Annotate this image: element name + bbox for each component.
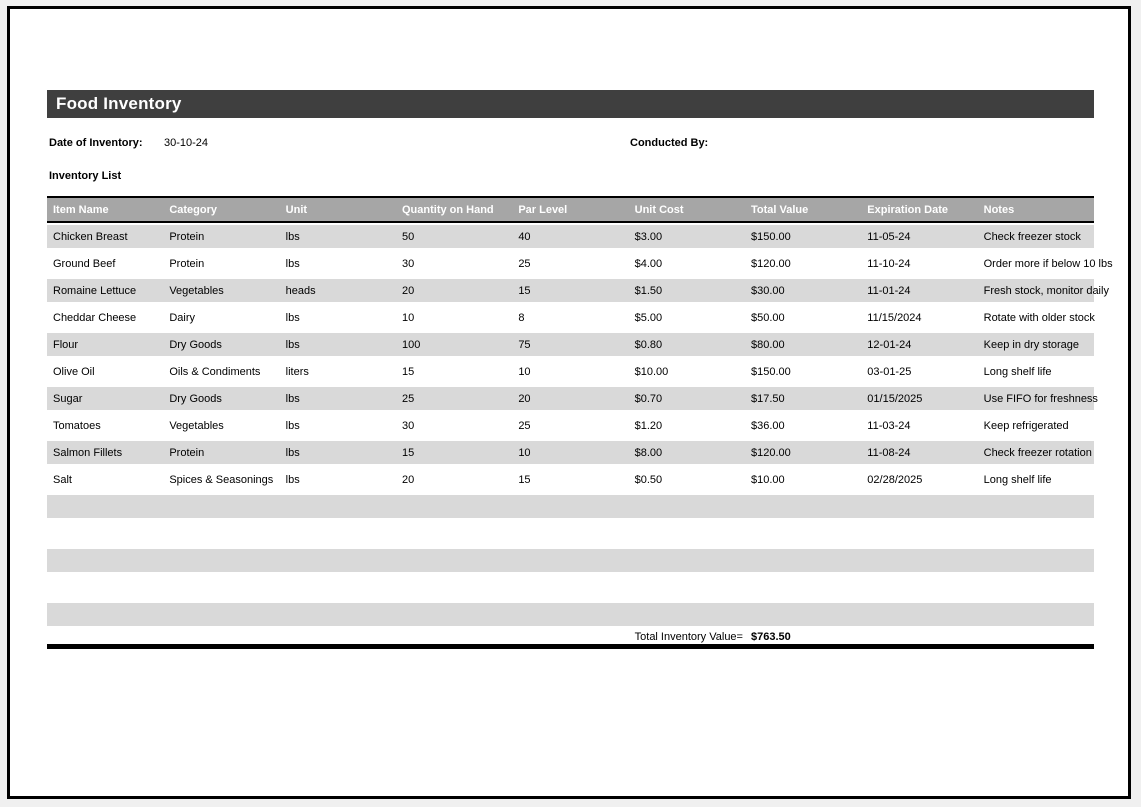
table-body [47,223,1113,649]
cell-expiration-date: 11/15/2024 [861,304,977,331]
cell-unit: lbs [280,223,396,250]
empty-cell [396,547,512,574]
empty-cell [163,601,279,628]
cell-unit-cost: $3.00 [629,223,745,250]
cell-unit-cost: $1.50 [629,277,745,304]
cell-item-name: Flour [47,331,163,358]
empty-row [47,493,1094,520]
cell-quantity-on-hand: 10 [396,304,512,331]
empty-cell [629,601,745,628]
cell-par-level: 25 [512,250,628,277]
column-header-item-name: Item Name [47,196,163,223]
cell-unit: lbs [280,385,396,412]
empty-cell [978,601,1094,628]
cell-total-value: $10.00 [745,466,861,493]
cell-unit: lbs [280,412,396,439]
cell-category: Oils & Condiments [163,358,279,385]
cell-par-level: 10 [512,439,628,466]
column-header-notes: Notes [978,196,1094,223]
cell-total-value: $120.00 [745,250,861,277]
cell-par-level: 15 [512,466,628,493]
cell-category: Vegetables [163,277,279,304]
empty-cell [745,493,861,520]
empty-cell [629,574,745,601]
cell-unit: heads [280,277,396,304]
cell-unit: lbs [280,304,396,331]
inventory-list-label: Inventory List [49,170,122,182]
document-page [7,6,1131,799]
empty-cell [512,601,628,628]
table-row [47,439,1094,466]
empty-cell [280,493,396,520]
inventory-table [47,196,1113,649]
cell-item-name: Salmon Fillets [47,439,163,466]
total-inventory-value: $763.50 [745,628,861,649]
empty-cell [861,601,977,628]
cell-unit-cost: $0.70 [629,385,745,412]
total-row-cell [163,628,279,649]
cell-quantity-on-hand: 15 [396,358,512,385]
table-row [47,304,1094,331]
cell-total-value: $36.00 [745,412,861,439]
total-row-cell [978,628,1094,649]
cell-category: Dairy [163,304,279,331]
cell-notes: Long shelf life [978,358,1094,385]
empty-cell [861,520,977,547]
empty-cell [396,520,512,547]
cell-par-level: 25 [512,412,628,439]
cell-category: Protein [163,250,279,277]
cell-notes: Long shelf life [978,466,1094,493]
cell-notes: Fresh stock, monitor daily [978,277,1094,304]
date-of-inventory-label: Date of Inventory: [49,137,143,149]
empty-cell [396,574,512,601]
total-row-cell [396,628,512,649]
cell-notes: Use FIFO for freshness [978,385,1094,412]
table-row [47,223,1094,250]
cell-item-name: Sugar [47,385,163,412]
empty-cell [978,493,1094,520]
cell-category: Dry Goods [163,331,279,358]
cell-unit: lbs [280,439,396,466]
cell-quantity-on-hand: 100 [396,331,512,358]
empty-cell [47,520,163,547]
cell-expiration-date: 11-01-24 [861,277,977,304]
cell-category: Vegetables [163,412,279,439]
cell-expiration-date: 12-01-24 [861,331,977,358]
empty-cell [163,493,279,520]
cell-category: Protein [163,439,279,466]
cell-item-name: Ground Beef [47,250,163,277]
cell-category: Protein [163,223,279,250]
cell-unit: liters [280,358,396,385]
empty-cell [861,574,977,601]
cell-quantity-on-hand: 50 [396,223,512,250]
empty-cell [396,493,512,520]
cell-total-value: $30.00 [745,277,861,304]
cell-expiration-date: 11-03-24 [861,412,977,439]
table-row [47,250,1094,277]
total-inventory-value-label: Total Inventory Value= [629,628,745,649]
column-header-unit-cost: Unit Cost [629,196,745,223]
empty-cell [512,493,628,520]
total-row-cell [512,628,628,649]
cell-expiration-date: 02/28/2025 [861,466,977,493]
page-title: Food Inventory [56,94,182,113]
cell-notes: Rotate with older stock [978,304,1094,331]
empty-cell [978,520,1094,547]
cell-category: Dry Goods [163,385,279,412]
table-row [47,466,1094,493]
cell-quantity-on-hand: 30 [396,250,512,277]
empty-cell [512,574,628,601]
column-header-par-level: Par Level [512,196,628,223]
cell-par-level: 10 [512,358,628,385]
column-header-unit: Unit [280,196,396,223]
cell-quantity-on-hand: 15 [396,439,512,466]
empty-cell [47,547,163,574]
total-row-cell [280,628,396,649]
column-header-quantity-on-hand: Quantity on Hand [396,196,512,223]
empty-cell [47,493,163,520]
empty-cell [629,547,745,574]
cell-unit: lbs [280,466,396,493]
cell-unit-cost: $8.00 [629,439,745,466]
cell-notes: Keep in dry storage [978,331,1094,358]
cell-expiration-date: 11-08-24 [861,439,977,466]
table-row [47,412,1094,439]
empty-cell [396,601,512,628]
empty-cell [745,520,861,547]
table-header [47,196,1094,223]
cell-expiration-date: 03-01-25 [861,358,977,385]
empty-cell [280,520,396,547]
table-row [47,358,1094,385]
date-of-inventory-value: 30-10-24 [164,137,209,149]
empty-cell [745,601,861,628]
cell-unit-cost: $0.50 [629,466,745,493]
empty-cell [163,520,279,547]
empty-cell [512,520,628,547]
cell-quantity-on-hand: 30 [396,412,512,439]
cell-total-value: $120.00 [745,439,861,466]
cell-item-name: Tomatoes [47,412,163,439]
empty-cell [280,547,396,574]
cell-total-value: $80.00 [745,331,861,358]
table-row [47,277,1094,304]
cell-par-level: 40 [512,223,628,250]
empty-cell [629,520,745,547]
cell-notes: Keep refrigerated [978,412,1094,439]
title-bar [47,90,1094,118]
empty-row [47,547,1094,574]
cell-quantity-on-hand: 20 [396,277,512,304]
cell-unit: lbs [280,331,396,358]
column-header-expiration-date: Expiration Date [861,196,977,223]
cell-total-value: $50.00 [745,304,861,331]
cell-par-level: 15 [512,277,628,304]
empty-row [47,520,1094,547]
empty-cell [978,547,1094,574]
empty-cell [978,574,1094,601]
cell-expiration-date: 11-10-24 [861,250,977,277]
empty-cell [163,574,279,601]
cell-expiration-date: 11-05-24 [861,223,977,250]
cell-unit: lbs [280,250,396,277]
empty-cell [163,547,279,574]
header-row [47,196,1094,223]
cell-item-name: Cheddar Cheese [47,304,163,331]
cell-par-level: 75 [512,331,628,358]
cell-unit-cost: $0.80 [629,331,745,358]
cell-unit-cost: $1.20 [629,412,745,439]
cell-par-level: 8 [512,304,628,331]
empty-cell [745,547,861,574]
empty-row [47,574,1094,601]
total-row-cell [861,628,977,649]
empty-cell [745,574,861,601]
table-row [47,331,1094,358]
cell-quantity-on-hand: 20 [396,466,512,493]
cell-par-level: 20 [512,385,628,412]
cell-total-value: $150.00 [745,358,861,385]
cell-notes: Order more if below 10 lbs [978,250,1094,277]
empty-cell [47,574,163,601]
cell-unit-cost: $5.00 [629,304,745,331]
cell-expiration-date: 01/15/2025 [861,385,977,412]
empty-cell [512,547,628,574]
column-header-total-value: Total Value [745,196,861,223]
empty-cell [280,601,396,628]
cell-item-name: Romaine Lettuce [47,277,163,304]
cell-total-value: $150.00 [745,223,861,250]
table-row [47,385,1094,412]
cell-item-name: Salt [47,466,163,493]
cell-notes: Check freezer rotation [978,439,1094,466]
cell-notes: Check freezer stock [978,223,1094,250]
cell-unit-cost: $10.00 [629,358,745,385]
empty-cell [861,493,977,520]
meta-row [49,137,1094,151]
total-row-cell [47,628,163,649]
cell-total-value: $17.50 [745,385,861,412]
cell-quantity-on-hand: 25 [396,385,512,412]
empty-row [47,601,1094,628]
empty-cell [280,574,396,601]
cell-item-name: Olive Oil [47,358,163,385]
cell-category: Spices & Seasonings [163,466,279,493]
empty-cell [47,601,163,628]
cell-unit-cost: $4.00 [629,250,745,277]
empty-cell [861,547,977,574]
total-row [47,628,1094,649]
cell-item-name: Chicken Breast [47,223,163,250]
column-header-category: Category [163,196,279,223]
conducted-by-label: Conducted By: [630,137,709,149]
empty-cell [629,493,745,520]
